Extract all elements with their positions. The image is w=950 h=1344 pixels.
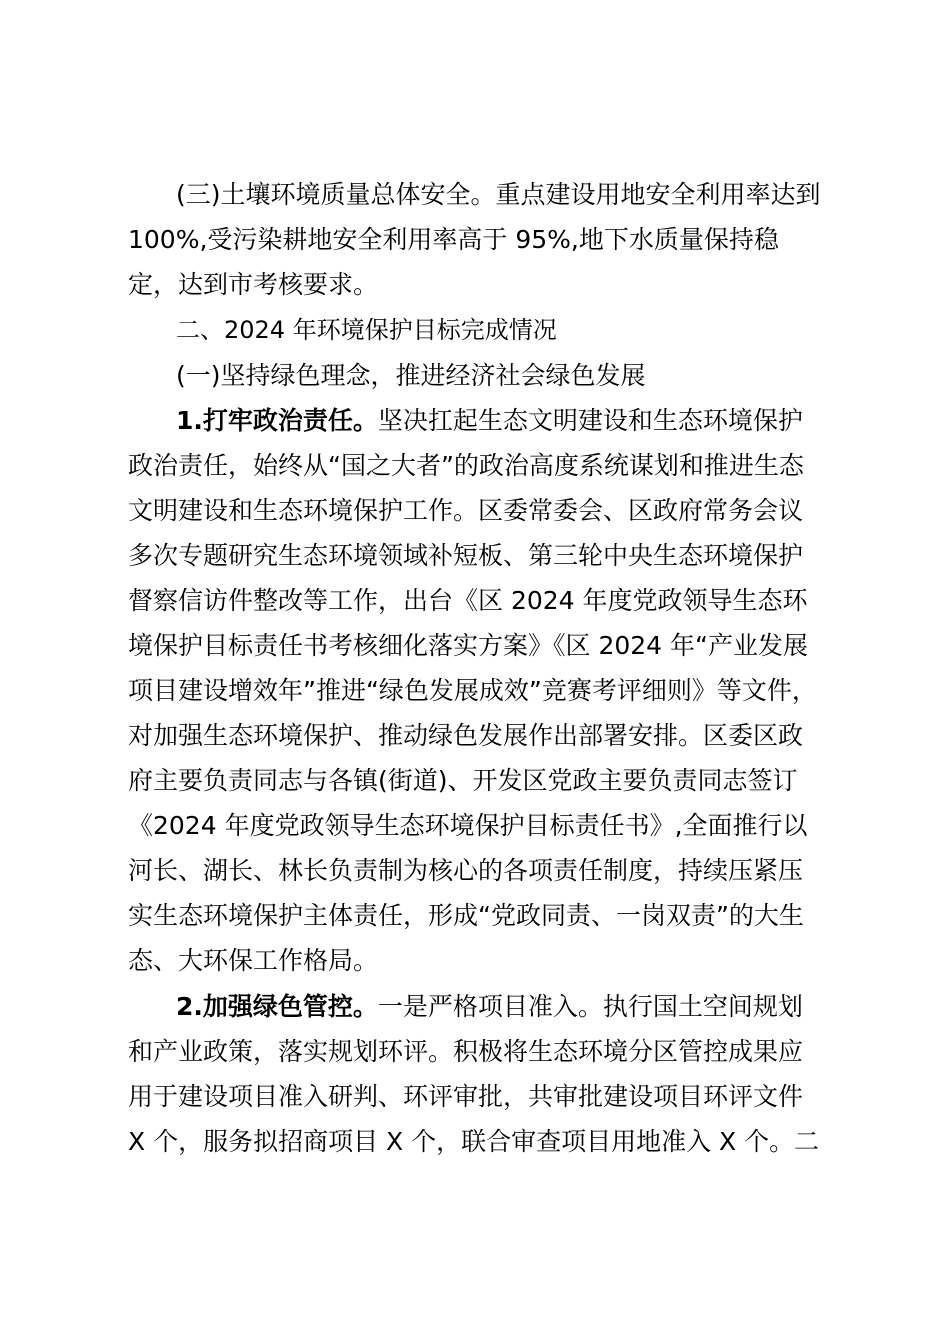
paragraph-line: 态、大环保工作格局。: [128, 946, 379, 975]
paragraph-line: 府主要负责同志与各镇(街道)、开发区党政主要负责同志签订: [128, 766, 798, 795]
paragraph-line: 100%,受污染耕地安全利用率高于 95%,地下水质量保持稳: [128, 225, 779, 254]
item-text: 坚决扛起生态文明建设和生态环境保护: [377, 406, 803, 435]
paragraph-line: 境保护目标责任书考核细化落实方案》《区 2024 年“产业发展: [128, 631, 808, 660]
paragraph-line: [176, 984, 803, 1030]
paragraph-line: 对加强生态环境保护、推动绿色发展作出部署安排。区委区政: [128, 721, 804, 750]
paragraph-line: 文明建设和生态环境保护工作。区委常委会、区政府常务会议: [128, 496, 804, 525]
item-text: 一是严格项目准入。执行国土空间规划: [377, 992, 803, 1021]
paragraph-line: 多次专题研究生态环境领域补短板、第三轮中央生态环境保护: [128, 541, 804, 570]
paragraph-line: 和产业政策，落实规划环评。积极将生态环境分区管控成果应: [128, 1037, 804, 1066]
paragraph-line: 定，达到市考核要求。: [128, 270, 379, 299]
paragraph-line: 《2024 年度党政领导生态环境保护目标责任书》,全面推行以: [128, 811, 808, 840]
paragraph-line: X 个，服务拟招商项目 X 个，联合审查项目用地准入 X 个。二: [128, 1127, 820, 1156]
paragraph-line: 项目建设增效年”推进“绿色发展成效”竞赛考评细则》等文件，: [128, 676, 817, 705]
paragraph-line: 用于建设项目准入研判、环评审批，共审批建设项目环评文件: [128, 1082, 804, 1111]
paragraph-line: 实生态环境保护主体责任，形成“党政同责、一岗双责”的大生: [128, 901, 804, 930]
paragraph-line: 河长、湖长、林长负责制为核心的各项责任制度，持续压紧压: [128, 856, 804, 885]
paragraph-line: (三)土壤环境质量总体安全。重点建设用地安全利用率达到: [176, 180, 821, 209]
paragraph-line: 政治责任，始终从“国之大者”的政治高度系统谋划和推进生态: [128, 451, 804, 480]
subsection-heading: (一)坚持绿色理念，推进经济社会绿色发展: [176, 361, 646, 390]
item-heading: 2.加强绿色管控。: [176, 992, 378, 1021]
item-heading: 1.打牢政治责任。: [176, 406, 378, 435]
paragraph-line: 督察信访件整改等工作，出台《区 2024 年度党政领导生态环: [128, 586, 808, 615]
paragraph-line: [176, 398, 803, 444]
section-heading: 二、2024 年环境保护目标完成情况: [176, 316, 557, 344]
